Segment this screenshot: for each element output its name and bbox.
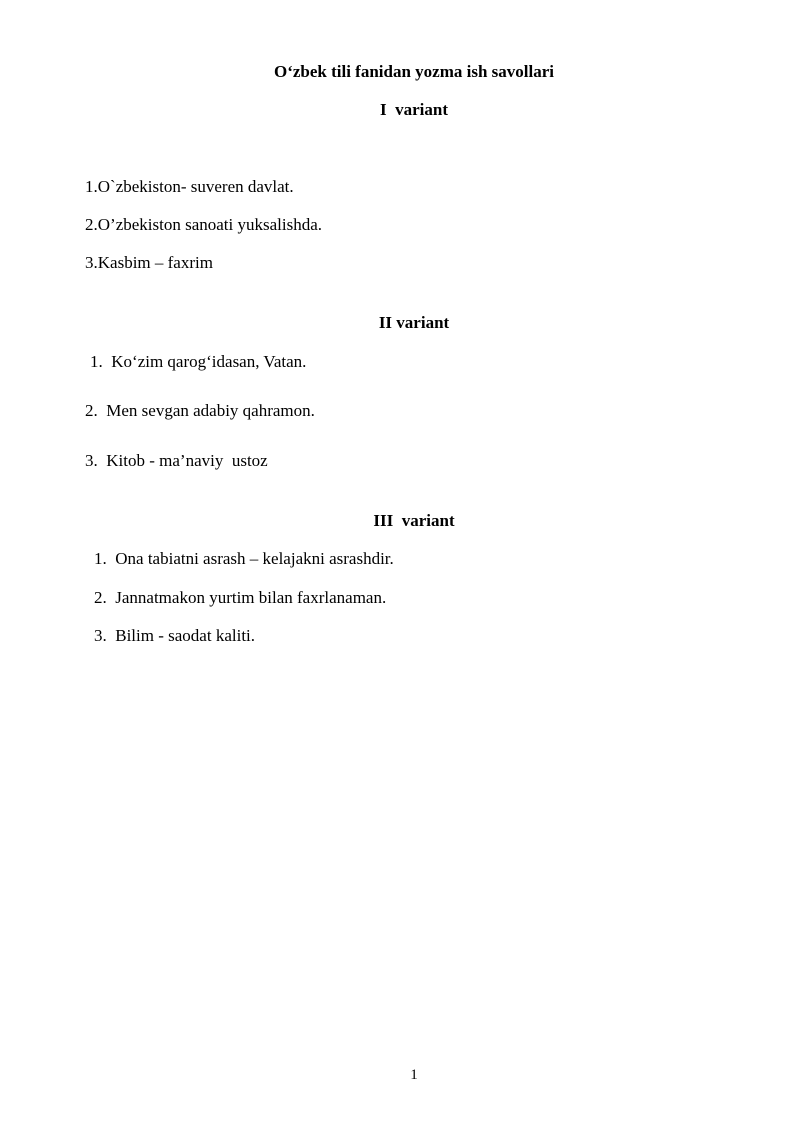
- variant-3-heading: III variant: [373, 511, 455, 530]
- variant-1-item-1: 1.O`zbekiston- suveren davlat.: [85, 177, 294, 196]
- page-number: 1: [410, 1067, 418, 1083]
- variant-2-heading: II variant: [378, 313, 450, 332]
- variant-3-item-1: 1. Ona tabiatni asrash – kelajakni asrashdir.: [94, 549, 394, 568]
- document-title: O‘zbek tili fanidan yozma ish savollari: [273, 62, 555, 81]
- variant-1-item-2: 2.O’zbekiston sanoati yuksalishda.: [85, 215, 323, 234]
- variant-3-item-3: 3. Bilim - saodat kaliti.: [94, 626, 256, 645]
- variant-1-heading: I variant: [380, 100, 448, 119]
- variant-2-item-1: 1. Ko‘zim qarog‘idasan, Vatan.: [90, 352, 307, 371]
- variant-2-item-2: 2. Men sevgan adabiy qahramon.: [85, 401, 315, 420]
- variant-1-item-3: 3.Kasbim – faxrim: [85, 253, 213, 272]
- variant-2-item-3: 3. Kitob - ma’naviy ustoz: [85, 451, 268, 470]
- variant-3-item-2: 2. Jannatmakon yurtim bilan faxrlanaman.: [94, 588, 387, 607]
